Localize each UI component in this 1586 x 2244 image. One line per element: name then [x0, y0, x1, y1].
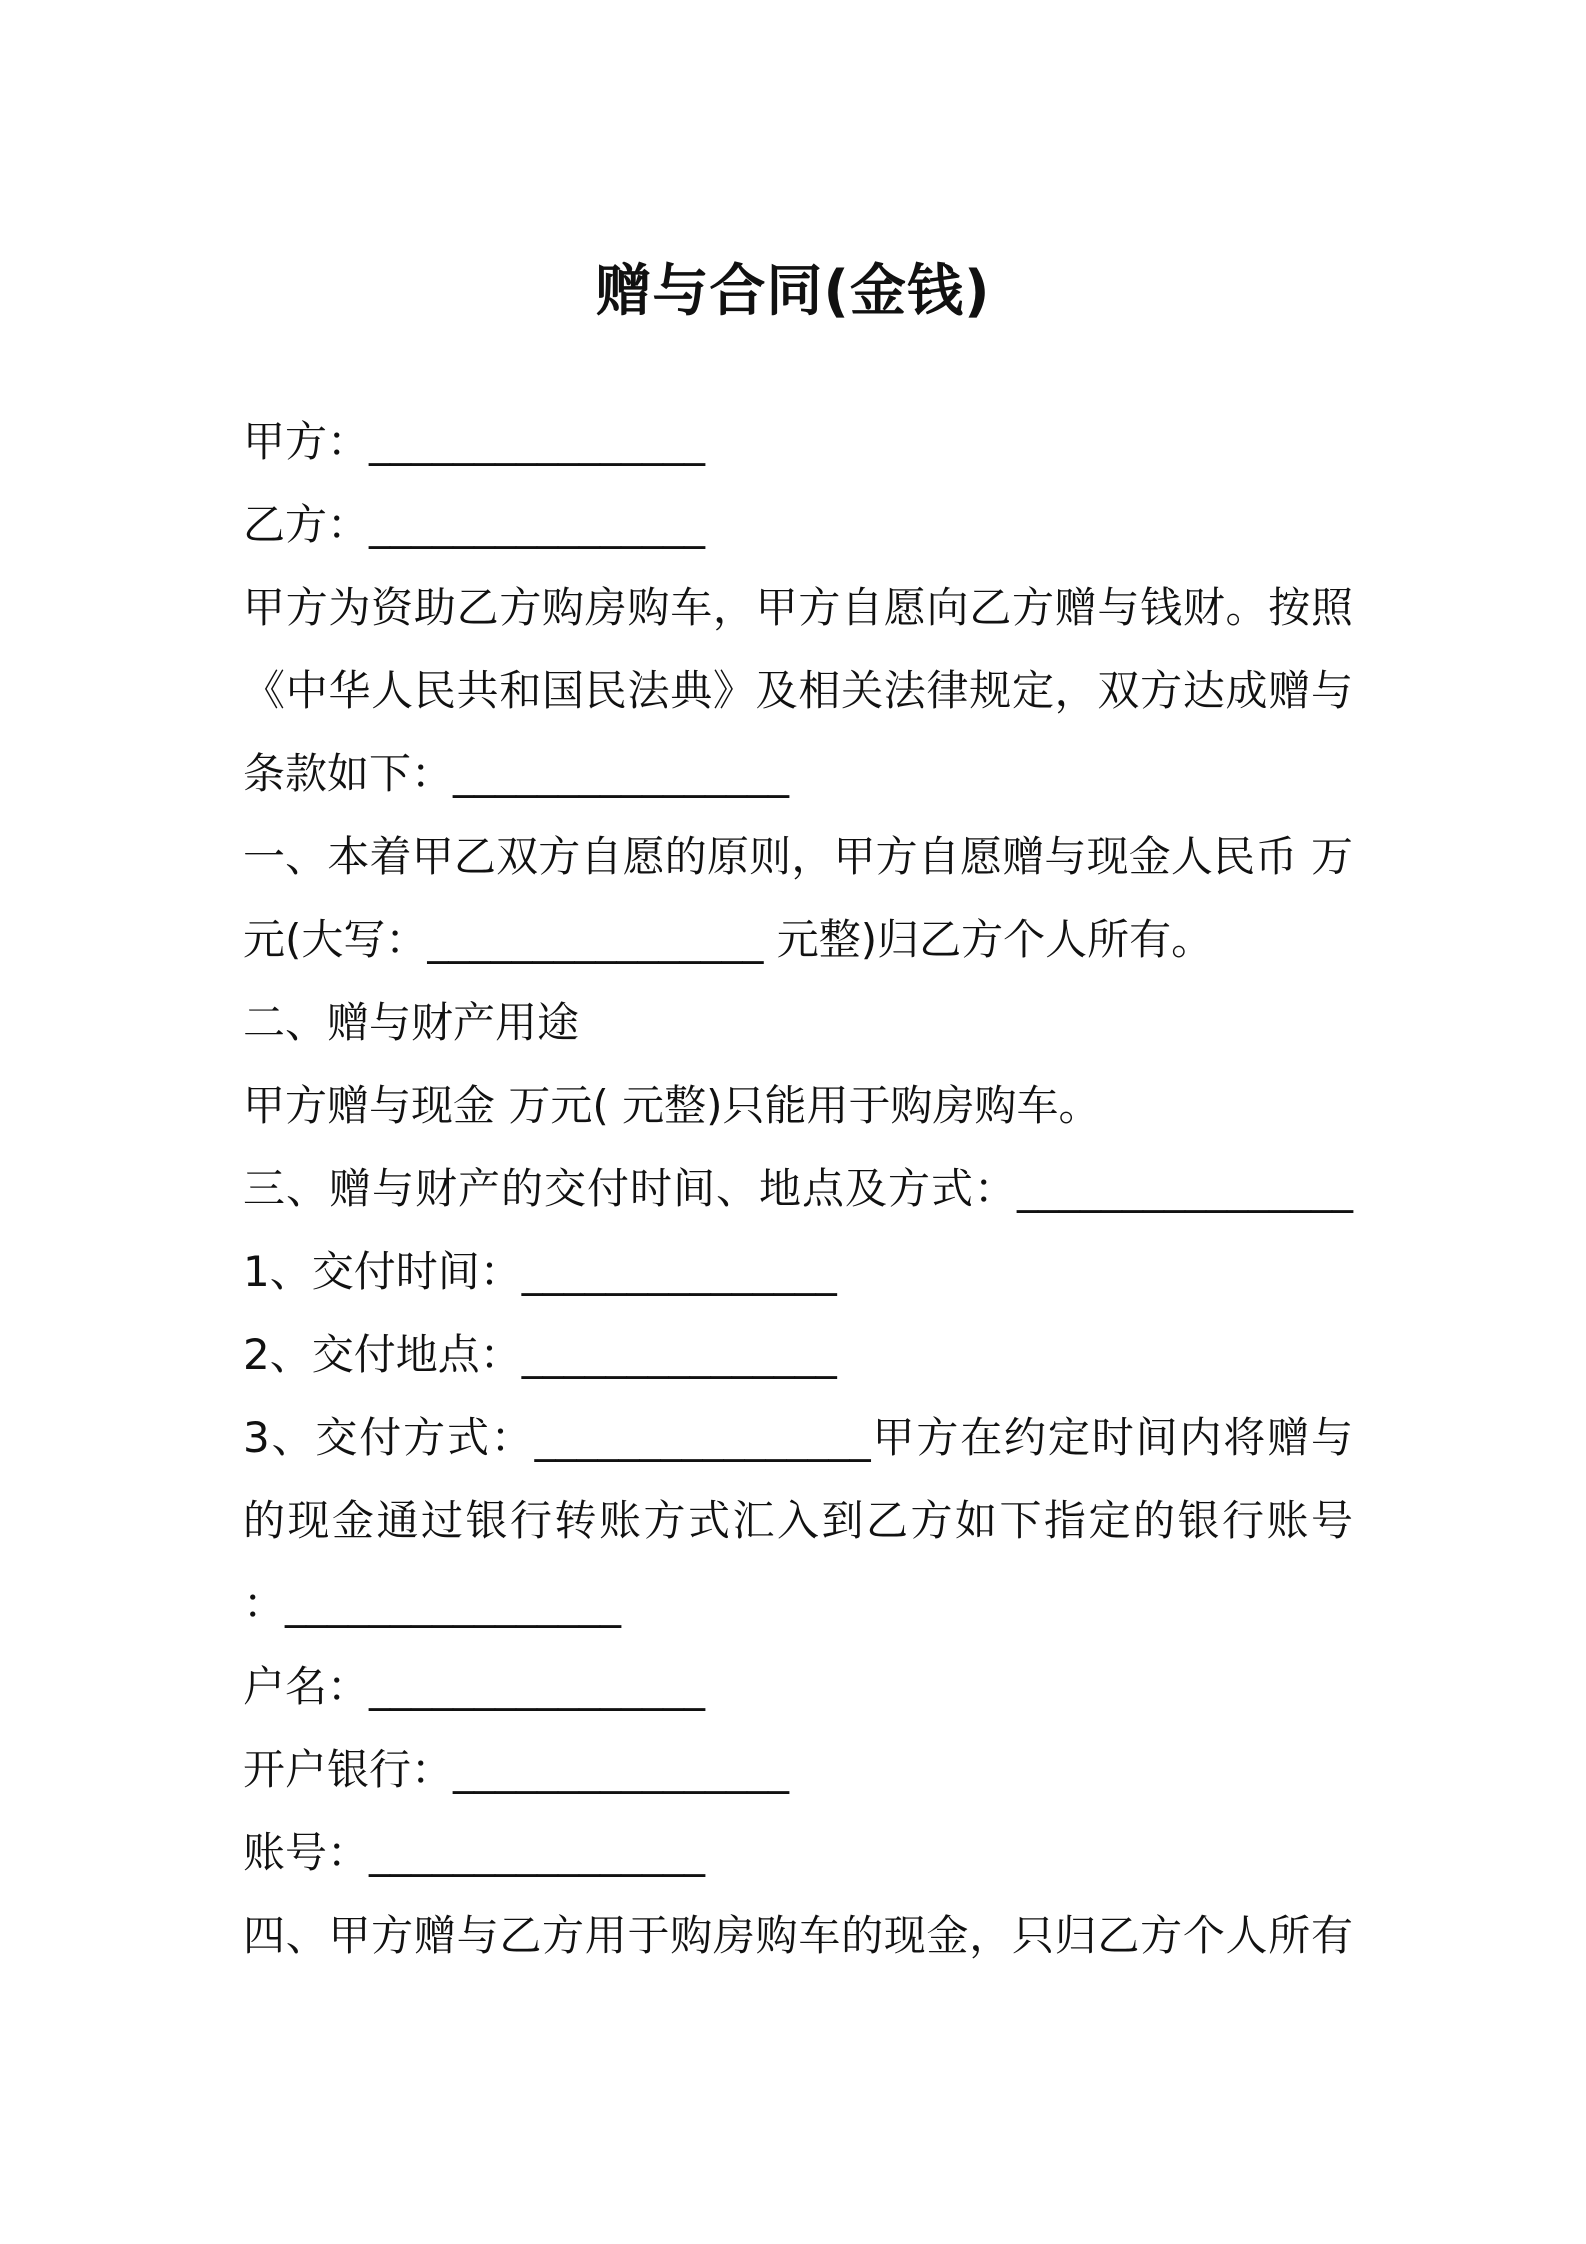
clause-3-heading: 三、赠与财产的交付时间、地点及方式：________________ — [243, 1164, 1353, 1213]
document-title: 赠与合同(金钱) — [595, 259, 991, 324]
clause-2-heading: 二、赠与财产用途 — [243, 998, 580, 1047]
bank-line: 开户银行：________________ — [243, 1745, 790, 1794]
delivery-time-line: 1、交付时间：_______________ — [243, 1247, 837, 1296]
delivery-method-line-3: ：________________ — [243, 1579, 622, 1628]
delivery-place-line: 2、交付地点：_______________ — [243, 1330, 837, 1379]
clause-1-line-1: 一、本着甲乙双方自愿的原则，甲方自愿赠与现金人民币 万 — [243, 832, 1353, 881]
clause-4-line-1: 四、甲方赠与乙方用于购房购车的现金，只归乙方个人所有 — [243, 1911, 1353, 1960]
document-body — [243, 400, 1353, 1977]
preamble-line-2: 《中华人民共和国民法典》及相关法律规定，双方达成赠与 — [243, 666, 1353, 715]
preamble-line-3: 条款如下：________________ — [243, 749, 790, 798]
account-number-line: 账号：________________ — [243, 1828, 706, 1877]
clause-1-line-2: 元(大写：________________ 元整)归乙方个人所有。 — [243, 915, 1214, 964]
delivery-method-line-2: 的现金通过银行转账方式汇入到乙方如下指定的银行账号 — [243, 1496, 1353, 1545]
party-a-line: 甲方：________________ — [243, 417, 706, 466]
preamble-line-1: 甲方为资助乙方购房购车，甲方自愿向乙方赠与钱财。按照 — [243, 583, 1353, 632]
delivery-method-line-1: 3、交付方式：________________甲方在约定时间内将赠与 — [243, 1413, 1353, 1462]
clause-2-text: 甲方赠与现金 万元( 元整)只能用于购房购车。 — [243, 1081, 1101, 1130]
party-b-line: 乙方：________________ — [243, 500, 706, 549]
account-name-line: 户名：________________ — [243, 1662, 706, 1711]
